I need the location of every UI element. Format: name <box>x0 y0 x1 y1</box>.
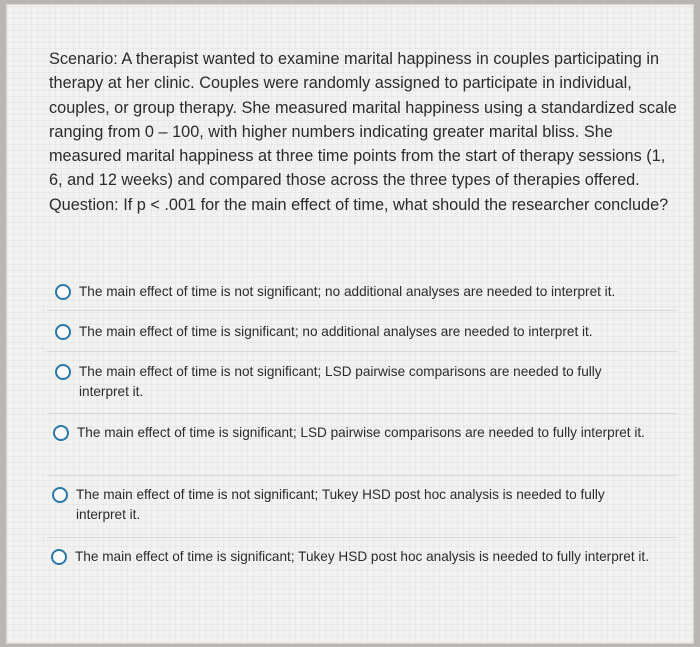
option-6[interactable] <box>51 547 651 567</box>
radio-button-icon[interactable] <box>51 549 67 565</box>
divider <box>47 413 677 414</box>
divider <box>47 537 677 538</box>
option-label: The main effect of time is not significant; Tukey HSD post hoc analysis is needed to fully interpret it. <box>76 487 605 522</box>
radio-button-icon[interactable] <box>52 487 68 503</box>
divider <box>47 310 677 311</box>
option-label: The main effect of time is not significant; no additional analyses are needed to interpret it. <box>79 284 616 299</box>
option-label: The main effect of time is significant; LSD pairwise comparisons are needed to fully interpret it. <box>77 425 645 440</box>
radio-button-icon[interactable] <box>55 284 71 300</box>
question-card <box>6 4 694 644</box>
option-2[interactable] <box>55 322 655 342</box>
option-5[interactable] <box>52 485 652 525</box>
radio-button-icon[interactable] <box>53 425 69 441</box>
option-4[interactable] <box>53 423 653 443</box>
radio-button-icon[interactable] <box>55 364 71 380</box>
option-1[interactable] <box>55 282 655 302</box>
divider <box>47 475 677 476</box>
option-label: The main effect of time is significant; no additional analyses are needed to interpret it. <box>79 324 593 339</box>
option-3[interactable] <box>55 362 655 402</box>
option-label: The main effect of time is significant; Tukey HSD post hoc analysis is needed to fully interpret it. <box>75 549 649 564</box>
divider <box>47 351 677 352</box>
radio-button-icon[interactable] <box>55 324 71 340</box>
question-text: Scenario: A therapist wanted to examine marital happiness in couples participating in therapy at her clinic. Couples were randomly assigned to participate in individual, couples, or group therapy. She measured marital happiness using a standardized scale ranging from 0 – 100, with higher numbers indicating greater marital bliss. She measured marital happiness at three time points from the start of therapy sessions (1, 6, and 12 weeks) and compared those across the three types of therapies offered. Question: If p < .001 for the main effect of time, what should the researcher conclude? <box>49 50 677 214</box>
option-label: The main effect of time is not significant; LSD pairwise comparisons are needed to fully interpret it. <box>79 364 602 399</box>
